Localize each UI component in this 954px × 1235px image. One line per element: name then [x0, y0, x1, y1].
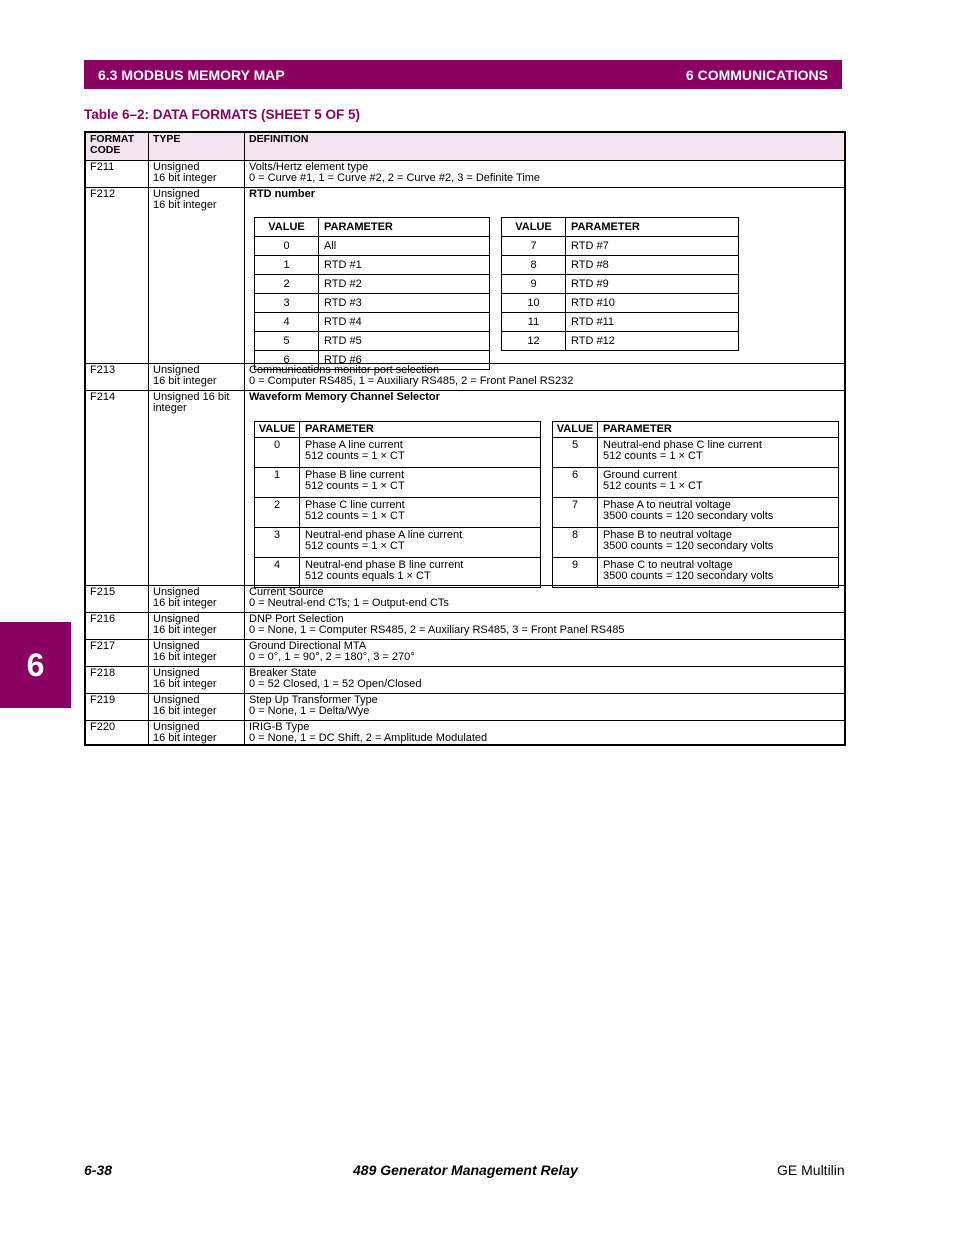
list-item — [553, 528, 839, 558]
item-value: 6 — [553, 468, 598, 498]
item-value: 6 — [255, 351, 319, 370]
rtd-table-left: VALUE PARAMETER 0 All 1 RTD #1 2 RTD #2 3 RTD #3 4 RTD #4 5 RTD #5 6 RTD #6 — [254, 217, 490, 370]
item-parameter: RTD #6 — [319, 351, 490, 370]
format-code: F220 — [86, 721, 149, 744]
format-definition: Volts/Hertz element type 0 = Curve #1, 1 = Curve #2, 2 = Curve #2, 3 = Definite Time — [249, 161, 541, 184]
format-definition: Step Up Transformer Type 0 = None, 1 = Delta/Wye — [249, 694, 378, 717]
format-code: F215 — [86, 586, 149, 612]
list-item — [553, 438, 839, 468]
rtd-table-right: VALUE PARAMETER 7 RTD #7 8 RTD #8 9 RTD #9 10 RTD #10 11 RTD #11 12 RTD #12 — [501, 217, 739, 351]
item-parameter: Ground current 512 counts = 1 × CT — [598, 468, 839, 498]
list-item — [553, 498, 839, 528]
table-row — [86, 187, 844, 366]
item-parameter: RTD #8 — [566, 256, 739, 275]
table-row — [86, 363, 844, 390]
item-value: 8 — [502, 256, 566, 275]
table-row — [86, 390, 844, 585]
format-type: Unsigned 16 bit integer — [149, 161, 245, 187]
item-parameter: RTD #1 — [319, 256, 490, 275]
item-value: 0 — [255, 237, 319, 256]
section-title: 6.3 MODBUS MEMORY MAP — [98, 66, 285, 83]
company-name: GE Multilin — [777, 1162, 845, 1178]
list-item — [255, 256, 490, 275]
table-header-row — [86, 133, 844, 160]
item-value: 4 — [255, 558, 300, 588]
format-type: Unsigned 16 bit integer — [149, 391, 245, 585]
item-value: 3 — [255, 294, 319, 313]
format-definition: RTD number — [249, 188, 315, 200]
format-type: Unsigned 16 bit integer — [149, 667, 245, 693]
format-code: F216 — [86, 613, 149, 639]
list-item — [255, 294, 490, 313]
format-type: Unsigned 16 bit integer — [149, 586, 245, 612]
list-item — [255, 313, 490, 332]
header-format-code: FORMAT CODE — [86, 133, 149, 160]
item-parameter: RTD #2 — [319, 275, 490, 294]
table-row — [86, 720, 844, 744]
list-item — [255, 498, 541, 528]
list-item — [502, 237, 739, 256]
waveform-table-left: VALUE PARAMETER 0 Phase A line current 512 counts = 1 × CT 1 Phase B line current 512 counts = 1 × CT 2 Phase C line current 512 counts = 1 × CT 3 Neutral-end phase A line current 512 counts = 1 × CT 4 Neutral-end phase B line current 512 counts equals 1 × CT — [254, 421, 541, 588]
item-parameter: Neutral-end phase A line current 512 counts = 1 × CT — [300, 528, 541, 558]
item-parameter: Phase C to neutral voltage 3500 counts = 120 secondary volts — [598, 558, 839, 588]
item-parameter: RTD #4 — [319, 313, 490, 332]
item-parameter: Phase B to neutral voltage 3500 counts = 120 secondary volts — [598, 528, 839, 558]
item-value: 3 — [255, 528, 300, 558]
list-item — [255, 438, 541, 468]
table-row — [86, 666, 844, 693]
list-item — [502, 313, 739, 332]
format-type: Unsigned 16 bit integer — [149, 188, 245, 363]
list-item — [502, 332, 739, 351]
format-definition: Breaker State 0 = 52 Closed, 1 = 52 Open/Closed — [249, 667, 422, 690]
list-item — [255, 332, 490, 351]
item-value: 8 — [553, 528, 598, 558]
table-row — [86, 639, 844, 666]
item-value: 5 — [255, 332, 319, 351]
item-value: 7 — [502, 237, 566, 256]
item-value: 12 — [502, 332, 566, 351]
item-parameter: Phase A line current 512 counts = 1 × CT — [300, 438, 541, 468]
item-parameter: Phase B line current 512 counts = 1 × CT — [300, 468, 541, 498]
format-code: F214 — [86, 391, 149, 585]
item-parameter: Phase A to neutral voltage 3500 counts = 120 secondary volts — [598, 498, 839, 528]
item-parameter: RTD #9 — [566, 275, 739, 294]
item-parameter: Neutral-end phase C line current 512 counts = 1 × CT — [598, 438, 839, 468]
item-parameter: RTD #3 — [319, 294, 490, 313]
item-value: 11 — [502, 313, 566, 332]
item-parameter: All — [319, 237, 490, 256]
format-definition: Waveform Memory Channel Selector — [249, 391, 440, 403]
format-type: Unsigned 16 bit integer — [149, 694, 245, 720]
item-parameter: RTD #5 — [319, 332, 490, 351]
item-value: 1 — [255, 256, 319, 275]
format-code: F217 — [86, 640, 149, 666]
table-row — [86, 693, 844, 720]
list-item — [255, 468, 541, 498]
item-value: 2 — [255, 275, 319, 294]
item-value: 9 — [502, 275, 566, 294]
format-definition: Ground Directional MTA 0 = 0°, 1 = 90°, 2 = 180°, 3 = 270° — [249, 640, 415, 663]
item-value: 10 — [502, 294, 566, 313]
format-definition: Communications monitor port selection 0 = Computer RS485, 1 = Auxiliary RS485, 2 = Front Panel RS232 — [249, 364, 574, 387]
format-type: Unsigned 16 bit integer — [149, 613, 245, 639]
item-value: 9 — [553, 558, 598, 588]
item-value: 4 — [255, 313, 319, 332]
format-code: F218 — [86, 667, 149, 693]
format-code: F219 — [86, 694, 149, 720]
format-definition: IRIG-B Type 0 = None, 1 = DC Shift, 2 = Amplitude Modulated — [249, 721, 488, 744]
list-item — [255, 558, 541, 588]
item-value: 1 — [255, 468, 300, 498]
list-item — [502, 256, 739, 275]
format-definition: Current Source 0 = Neutral-end CTs; 1 = Output-end CTs — [249, 586, 449, 609]
header-type: TYPE — [149, 133, 245, 160]
format-type: Unsigned 16 bit integer — [149, 721, 245, 744]
list-item — [255, 528, 541, 558]
document-title: 489 Generator Management Relay — [353, 1162, 578, 1178]
table-row — [86, 612, 844, 639]
format-code: F213 — [86, 364, 149, 390]
list-item — [502, 275, 739, 294]
list-item — [553, 468, 839, 498]
table-title: Table 6–2: DATA FORMATS (SHEET 5 OF 5) — [84, 107, 361, 122]
list-item — [553, 558, 839, 588]
header-definition: DEFINITION — [249, 133, 309, 145]
list-item — [502, 294, 739, 313]
format-definition: DNP Port Selection 0 = None, 1 = Computer RS485, 2 = Auxiliary RS485, 3 = Front Panel RS485 — [249, 613, 625, 636]
page-number: 6-38 — [84, 1162, 113, 1178]
list-item — [255, 275, 490, 294]
page-header — [84, 60, 842, 89]
item-value: 0 — [255, 438, 300, 468]
format-type: Unsigned 16 bit integer — [149, 364, 245, 390]
item-parameter: Phase C line current 512 counts = 1 × CT — [300, 498, 541, 528]
chapter-tab: 6 — [0, 622, 71, 708]
data-formats-table — [84, 131, 846, 746]
waveform-table-right: VALUE PARAMETER 5 Neutral-end phase C line current 512 counts = 1 × CT 6 Ground current 512 counts = 1 × CT 7 Phase A to neutral voltage 3500 counts = 120 secondary volts 8 Phase B to neutral voltage 3500 counts = 120 secondary volts 9 Phase C to neutral voltage 3500 counts = 120 secondary volts — [552, 421, 839, 588]
table-row — [86, 160, 844, 187]
item-parameter: RTD #7 — [566, 237, 739, 256]
format-code: F212 — [86, 188, 149, 363]
item-value: 7 — [553, 498, 598, 528]
item-parameter: RTD #11 — [566, 313, 739, 332]
list-item — [255, 237, 490, 256]
item-parameter: RTD #12 — [566, 332, 739, 351]
chapter-title: 6 COMMUNICATIONS — [685, 66, 828, 83]
format-type: Unsigned 16 bit integer — [149, 640, 245, 666]
item-value: 5 — [553, 438, 598, 468]
item-parameter: RTD #10 — [566, 294, 739, 313]
format-code: F211 — [86, 161, 149, 187]
item-parameter: Neutral-end phase B line current 512 counts equals 1 × CT — [300, 558, 541, 588]
table-row — [86, 585, 844, 612]
item-value: 2 — [255, 498, 300, 528]
